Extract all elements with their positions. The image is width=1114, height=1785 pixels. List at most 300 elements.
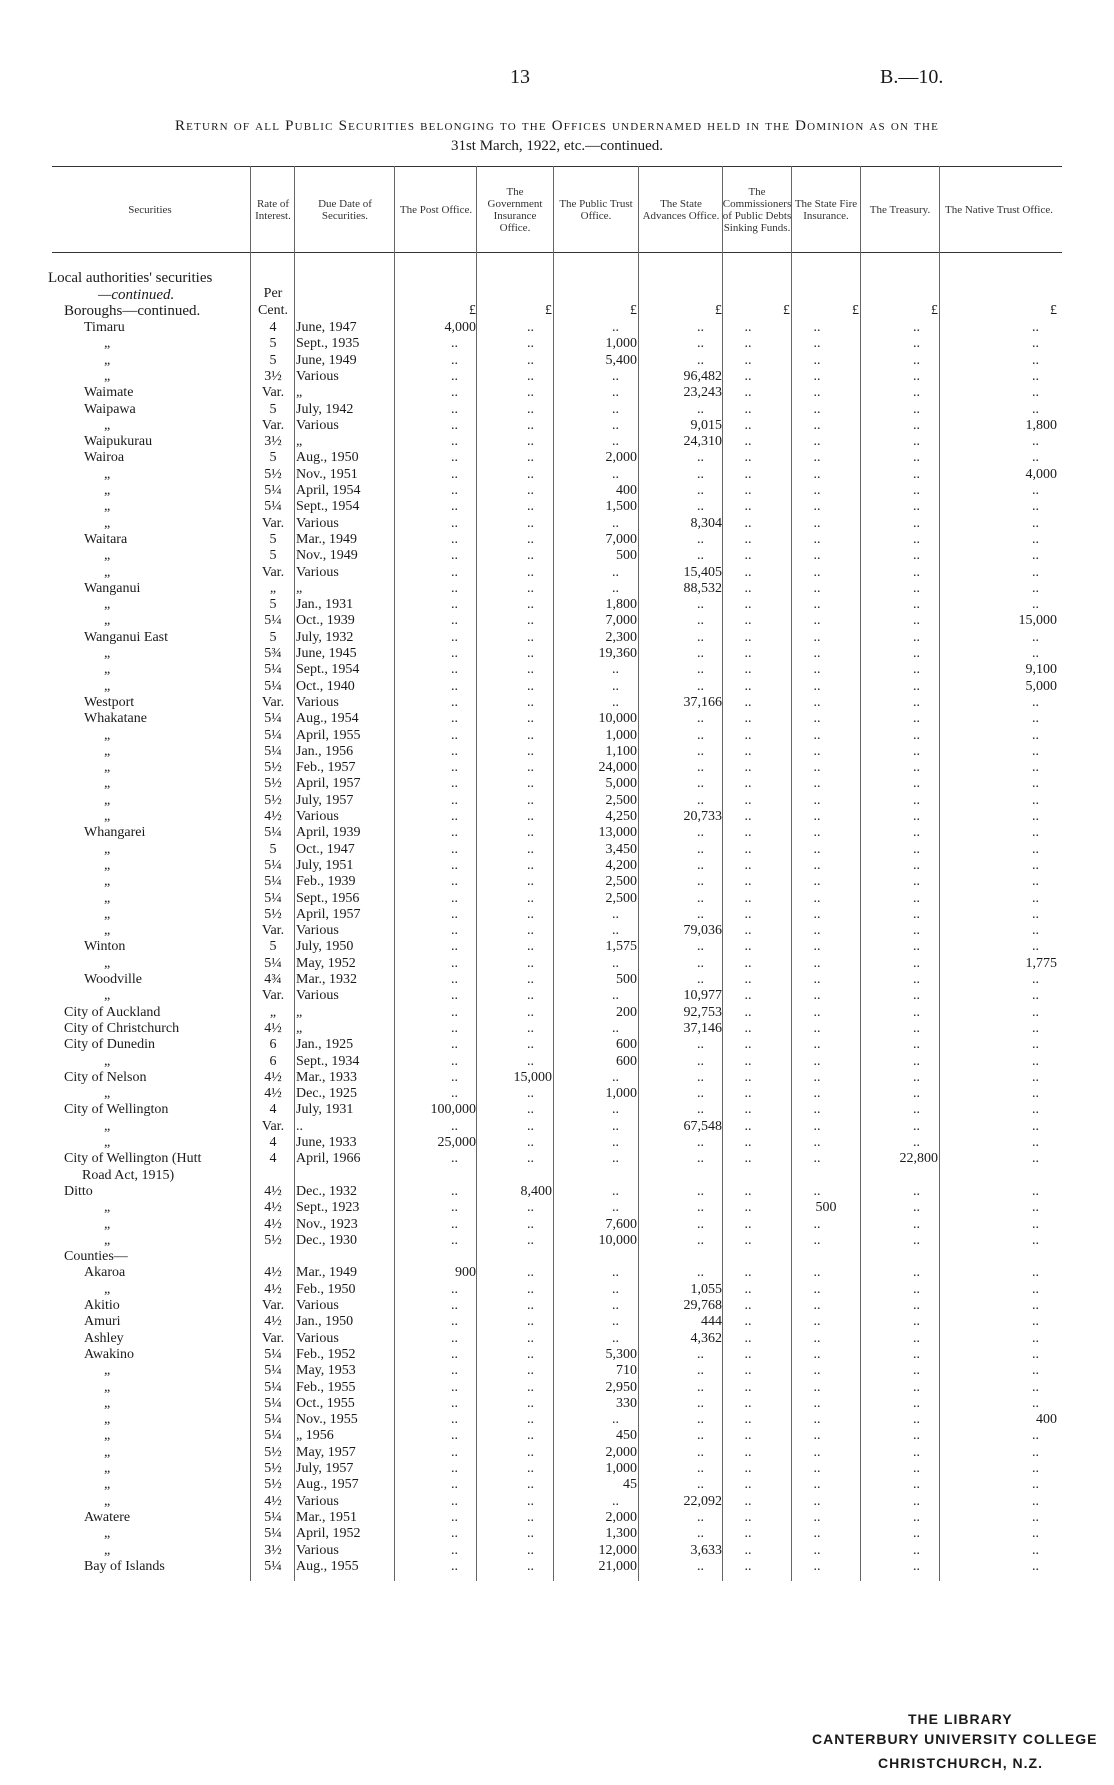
table-cell: 4	[269, 1102, 277, 1118]
table-cell: 25,000	[437, 1135, 476, 1150]
table-cell: ..	[697, 401, 704, 417]
table-cell: ..	[612, 1102, 619, 1118]
table-cell: ..	[913, 450, 920, 466]
column-header: The Public Trust Office.	[559, 198, 633, 222]
row-label: Waitara	[84, 531, 128, 547]
table-cell: 37,166	[683, 694, 722, 710]
row-label: Winton	[84, 939, 126, 955]
table-cell: ..	[744, 760, 752, 776]
table-cell: Sept., 1956	[296, 890, 360, 906]
table-cell: 5¼	[264, 727, 282, 743]
table-cell: ..	[527, 564, 534, 580]
table-cell: ..	[527, 1004, 534, 1020]
table-cell: ..	[1032, 483, 1039, 498]
table-cell: ..	[913, 1298, 920, 1313]
table-cell: ..	[612, 1183, 619, 1199]
table-cell: ..	[451, 1363, 458, 1379]
table-cell: ..	[913, 531, 920, 547]
table-cell: 19,360	[598, 646, 637, 661]
table-cell: April, 1952	[296, 1526, 361, 1542]
table-cell: 15,000	[1018, 613, 1057, 629]
table-cell: ..	[451, 678, 458, 694]
table-cell: ..	[697, 613, 704, 629]
table-cell: ..	[1032, 727, 1039, 743]
table-cell: 15,405	[683, 564, 722, 580]
table-cell: ..	[527, 1379, 534, 1395]
table-cell: ..	[913, 955, 920, 971]
row-label: „	[104, 1395, 111, 1411]
unit-label: £	[783, 303, 790, 318]
row-label: Whakatane	[84, 711, 147, 727]
table-cell: 4½	[264, 1183, 282, 1199]
table-cell: ..	[697, 320, 704, 335]
table-cell: ..	[744, 743, 752, 759]
table-cell: ..	[697, 857, 704, 873]
table-cell: 7,000	[605, 613, 637, 629]
table-cell: ..	[813, 988, 821, 1004]
table-cell: ..	[913, 385, 920, 401]
table-cell: ..	[813, 401, 821, 417]
row-label: „	[104, 1526, 111, 1542]
table-cell: ..	[1032, 1053, 1039, 1069]
table-cell: ..	[697, 629, 704, 645]
table-cell: ..	[744, 629, 752, 645]
table-cell: 9,015	[690, 417, 722, 433]
table-cell: ..	[913, 1428, 920, 1444]
table-cell: „	[269, 1004, 277, 1020]
table-cell: ..	[913, 597, 920, 613]
table-cell: Mar., 1951	[296, 1509, 358, 1525]
table-cell: ..	[527, 694, 534, 710]
table-cell: ..	[527, 1412, 534, 1428]
table-cell: ..	[813, 743, 821, 759]
table-cell: Var.	[261, 1298, 285, 1313]
table-cell: ..	[451, 825, 458, 841]
row-label: „	[104, 336, 111, 352]
table-cell: April, 1939	[296, 825, 361, 841]
table-cell: „	[296, 1004, 303, 1020]
table-cell: Feb., 1950	[296, 1281, 356, 1297]
table-cell: ..	[451, 1509, 458, 1525]
row-label: „	[104, 466, 111, 482]
table-cell: 3,633	[690, 1542, 722, 1558]
table-cell: Various	[296, 1493, 339, 1509]
table-cell: ..	[697, 1102, 704, 1118]
table-cell: ..	[1032, 1298, 1039, 1313]
table-cell: ..	[1032, 450, 1039, 466]
table-cell: ..	[813, 857, 821, 873]
row-label: „	[104, 988, 111, 1004]
table-cell: ..	[697, 548, 704, 564]
table-cell: 4½	[264, 809, 282, 824]
table-cell: ..	[527, 1298, 534, 1313]
table-cell: ..	[612, 466, 619, 482]
table-cell: ..	[612, 580, 619, 596]
table-cell: ..	[697, 1232, 704, 1248]
table-cell: ..	[744, 955, 752, 971]
table-cell: ..	[744, 890, 752, 906]
table-cell: ..	[813, 1086, 821, 1102]
table-cell: ..	[744, 1558, 752, 1574]
table-cell: Aug., 1957	[296, 1477, 359, 1493]
table-cell: ..	[913, 662, 920, 678]
table-cell: ..	[813, 1444, 821, 1460]
table-cell: ..	[913, 564, 920, 580]
table-cell: ..	[913, 988, 920, 1004]
table-cell: ..	[527, 401, 534, 417]
table-cell: ..	[527, 450, 534, 466]
table-cell: ..	[813, 1493, 821, 1509]
table-cell: ..	[813, 890, 821, 906]
table-cell: ..	[612, 678, 619, 694]
table-cell: 10,000	[598, 711, 637, 727]
table-cell: 5	[269, 336, 277, 352]
table-cell: Aug., 1955	[296, 1558, 359, 1574]
table-cell: 3½	[264, 434, 282, 450]
table-cell: ..	[527, 515, 534, 531]
table-cell: 100,000	[430, 1102, 476, 1118]
table-cell: ..	[697, 776, 704, 792]
table-cell: „	[296, 434, 303, 450]
table-cell: June, 1947	[296, 320, 357, 335]
column-header: The State Fire Insurance.	[794, 198, 858, 222]
header-bottom-rule	[52, 252, 1062, 253]
table-cell: ..	[1032, 499, 1039, 515]
table-cell: 1,000	[605, 1461, 637, 1476]
row-label: „	[104, 597, 111, 613]
table-cell: ..	[527, 972, 534, 987]
library-stamp-line-2: CANTERBURY UNIVERSITY COLLEGE	[812, 1731, 1098, 1747]
table-cell: 4,200	[605, 857, 637, 873]
table-cell: ..	[744, 1509, 752, 1525]
table-cell: ..	[527, 434, 534, 450]
table-cell: ..	[913, 368, 920, 384]
table-cell: June, 1945	[296, 646, 357, 661]
table-cell: 5¼	[264, 743, 282, 759]
table-cell: 8,304	[690, 515, 722, 531]
table-cell: ..	[744, 1086, 752, 1102]
table-cell: ..	[744, 1037, 752, 1053]
table-cell: ..	[1032, 939, 1039, 955]
table-cell: ..	[744, 1102, 752, 1118]
row-label: City of Wellington (Hutt	[64, 1151, 202, 1167]
table-cell: 5	[269, 629, 277, 645]
section-heading-continued: —continued.	[98, 287, 175, 303]
table-cell: Var.	[261, 1118, 285, 1134]
table-cell: ..	[697, 1412, 704, 1428]
table-cell: ..	[451, 1200, 458, 1216]
table-cell: ..	[697, 352, 704, 368]
row-label: „	[104, 1542, 111, 1558]
table-cell: ..	[451, 1346, 458, 1362]
row-label: „	[104, 841, 111, 857]
table-cell: ..	[744, 694, 752, 710]
table-cell: 4½	[264, 1493, 282, 1509]
table-cell: ..	[451, 613, 458, 629]
table-cell: ..	[697, 760, 704, 776]
table-cell: ..	[527, 1363, 534, 1379]
column-divider	[553, 166, 554, 1581]
row-label: „	[104, 792, 111, 808]
table-cell: ..	[527, 1477, 534, 1493]
subsection-heading: Boroughs—continued.	[64, 303, 201, 319]
row-label: „	[104, 1135, 111, 1150]
column-divider	[250, 166, 251, 1581]
row-label: Waimate	[84, 385, 134, 401]
table-cell: Mar., 1949	[296, 1265, 358, 1281]
table-cell: ..	[744, 678, 752, 694]
table-cell: ..	[697, 972, 704, 987]
table-cell: ..	[813, 368, 821, 384]
table-cell: ..	[697, 1477, 704, 1493]
table-cell: ..	[744, 923, 752, 939]
table-cell: ..	[527, 1281, 534, 1297]
table-cell: ..	[813, 613, 821, 629]
table-cell: ..	[1032, 1069, 1039, 1085]
row-label: „	[104, 1200, 111, 1216]
table-cell: ..	[527, 613, 534, 629]
section-heading: Local authorities' securities	[48, 270, 213, 286]
table-cell: ..	[1032, 1118, 1039, 1134]
table-cell: ..	[744, 1265, 752, 1281]
table-cell: Various	[296, 694, 339, 710]
table-cell: ..	[744, 1298, 752, 1313]
table-cell: 200	[616, 1004, 637, 1020]
table-cell: Jan., 1931	[296, 597, 354, 613]
table-cell: ..	[527, 662, 534, 678]
table-cell: ..	[527, 466, 534, 482]
table-cell: 6	[269, 1053, 277, 1069]
table-cell: ..	[697, 1395, 704, 1411]
table-cell: ..	[527, 597, 534, 613]
table-cell: 9,100	[1025, 662, 1057, 678]
table-cell: „ 1956	[296, 1428, 334, 1444]
title-line-2: 31st March, 1922, etc.—continued.	[450, 138, 664, 154]
table-cell: ..	[1032, 1477, 1039, 1493]
table-cell: ..	[744, 1200, 752, 1216]
table-cell: Nov., 1951	[296, 466, 358, 482]
table-cell: ..	[1032, 1330, 1039, 1346]
table-cell: 5¼	[264, 678, 282, 694]
table-cell: 400	[1036, 1412, 1057, 1428]
table-cell: ..	[913, 923, 920, 939]
table-cell: ..	[612, 434, 619, 450]
table-cell: ..	[744, 352, 752, 368]
table-cell: ..	[697, 1379, 704, 1395]
table-cell: ..	[451, 385, 458, 401]
table-cell: ..	[697, 1037, 704, 1053]
table-cell: ..	[1032, 1346, 1039, 1362]
table-cell: 22,092	[683, 1493, 722, 1509]
table-cell: 4¾	[264, 972, 282, 987]
table-cell: ..	[527, 760, 534, 776]
table-cell: ..	[527, 711, 534, 727]
row-label: Road Act, 1915)	[82, 1167, 175, 1183]
table-cell: 5½	[264, 792, 282, 808]
table-cell: ..	[1032, 1151, 1039, 1167]
row-label: City of Christchurch	[64, 1020, 180, 1036]
table-cell: 29,768	[683, 1298, 722, 1313]
table-cell: May, 1957	[296, 1444, 356, 1460]
table-cell: ..	[1032, 890, 1039, 906]
table-cell: ..	[1032, 385, 1039, 401]
table-cell: ..	[813, 825, 821, 841]
table-cell: ..	[744, 906, 752, 922]
table-cell: ..	[913, 792, 920, 808]
table-cell: 4	[269, 1151, 277, 1167]
table-cell: ..	[813, 662, 821, 678]
table-cell: Mar., 1932	[296, 972, 358, 987]
table-cell: ..	[527, 809, 534, 824]
table-cell: ..	[697, 531, 704, 547]
table-cell: ..	[697, 711, 704, 727]
table-cell: ..	[913, 613, 920, 629]
table-cell: ..	[744, 792, 752, 808]
table-cell: ..	[451, 955, 458, 971]
table-cell: ..	[813, 434, 821, 450]
table-cell: Aug., 1954	[296, 711, 359, 727]
table-cell: ..	[527, 743, 534, 759]
table-cell: 8,400	[520, 1183, 552, 1199]
table-cell: ..	[913, 678, 920, 694]
table-cell: ..	[451, 1037, 458, 1053]
row-label: „	[104, 499, 111, 515]
table-cell: ..	[744, 597, 752, 613]
table-cell: July, 1950	[296, 939, 354, 955]
table-cell: ..	[913, 694, 920, 710]
row-label: „	[104, 368, 111, 384]
table-cell: ..	[451, 336, 458, 352]
table-cell: ..	[1032, 760, 1039, 776]
table-cell: ..	[612, 1135, 619, 1150]
table-cell: ..	[913, 1493, 920, 1509]
table-cell: ..	[913, 1037, 920, 1053]
table-cell: ..	[744, 988, 752, 1004]
table-cell: ..	[1032, 694, 1039, 710]
table-cell: 5¼	[264, 499, 282, 515]
table-cell: ..	[913, 483, 920, 498]
table-cell: ..	[913, 972, 920, 987]
table-cell: ..	[813, 1428, 821, 1444]
table-cell: ..	[813, 1216, 821, 1232]
table-cell: ..	[527, 1151, 534, 1167]
table-cell: ..	[744, 1444, 752, 1460]
table-cell: ..	[527, 1314, 534, 1330]
table-cell: ..	[813, 841, 821, 857]
table-cell: ..	[744, 368, 752, 384]
row-label: „	[104, 1281, 111, 1297]
table-cell: ..	[697, 1069, 704, 1085]
table-cell: 92,753	[683, 1004, 722, 1020]
column-header: The Native Trust Office.	[945, 204, 1053, 216]
column-divider	[294, 166, 295, 1581]
table-cell: ..	[744, 1379, 752, 1395]
table-cell: ..	[1032, 923, 1039, 939]
table-cell: ..	[527, 1020, 534, 1036]
table-cell: 2,000	[605, 450, 637, 466]
table-cell: 500	[616, 548, 637, 564]
table-cell: ..	[697, 1053, 704, 1069]
table-cell: ..	[451, 1053, 458, 1069]
row-label: Amuri	[84, 1314, 121, 1330]
table-cell: ..	[451, 1542, 458, 1558]
row-label: Wairoa	[84, 450, 125, 466]
table-cell: Feb., 1939	[296, 874, 356, 890]
table-cell: ..	[744, 515, 752, 531]
table-cell: ..	[697, 646, 704, 661]
table-cell: 5½	[264, 466, 282, 482]
table-cell: ..	[451, 1330, 458, 1346]
table-cell: ..	[527, 1509, 534, 1525]
table-cell: ..	[813, 1395, 821, 1411]
row-label: City of Auckland	[64, 1004, 161, 1020]
table-cell: Sept., 1923	[296, 1200, 360, 1216]
table-cell: ..	[813, 1379, 821, 1395]
table-cell: ..	[813, 1346, 821, 1362]
table-cell: ..	[744, 809, 752, 824]
table-cell: ..	[813, 1053, 821, 1069]
table-cell: ..	[451, 597, 458, 613]
table-cell: 5¼	[264, 1412, 282, 1428]
table-cell: ..	[813, 678, 821, 694]
row-label: Akitio	[84, 1298, 120, 1313]
table-cell: ..	[813, 499, 821, 515]
table-cell: Sept., 1954	[296, 499, 360, 515]
table-cell: 5¼	[264, 483, 282, 498]
row-label: „	[104, 1379, 111, 1395]
table-cell: ..	[296, 1118, 303, 1134]
table-cell: ..	[813, 1298, 821, 1313]
table-cell: ..	[913, 629, 920, 645]
table-cell: ..	[697, 1558, 704, 1574]
table-cell: ..	[527, 1428, 534, 1444]
table-cell: 5¼	[264, 1509, 282, 1525]
table-cell: 5¼	[264, 1346, 282, 1362]
table-cell: ..	[813, 320, 821, 335]
table-cell: ..	[913, 1379, 920, 1395]
table-cell: Nov., 1923	[296, 1216, 358, 1232]
table-cell: ..	[813, 760, 821, 776]
table-cell: 5	[269, 548, 277, 564]
row-label: „	[104, 1477, 111, 1493]
table-cell: ..	[697, 1509, 704, 1525]
table-cell: ..	[527, 841, 534, 857]
table-cell: ..	[913, 1200, 920, 1216]
table-cell: 96,482	[683, 368, 722, 384]
table-cell: ..	[697, 955, 704, 971]
table-cell: ..	[813, 1004, 821, 1020]
table-cell: ..	[744, 1281, 752, 1297]
table-cell: ..	[527, 1526, 534, 1542]
table-cell: 5¼	[264, 1363, 282, 1379]
row-label: „	[104, 874, 111, 890]
table-cell: ..	[813, 515, 821, 531]
table-cell: ..	[744, 1004, 752, 1020]
table-cell: 24,310	[683, 434, 722, 450]
table-cell: 600	[616, 1053, 637, 1069]
table-cell: ..	[813, 1526, 821, 1542]
table-cell: ..	[1032, 1265, 1039, 1281]
table-cell: ..	[612, 1069, 619, 1085]
unit-label: £	[852, 303, 859, 318]
table-cell: ..	[813, 646, 821, 661]
table-cell: 5¼	[264, 1428, 282, 1444]
table-cell: 5¼	[264, 825, 282, 841]
table-cell: ..	[451, 1493, 458, 1509]
table-cell: Various	[296, 923, 339, 939]
table-cell: ..	[527, 385, 534, 401]
column-divider	[860, 166, 861, 1581]
